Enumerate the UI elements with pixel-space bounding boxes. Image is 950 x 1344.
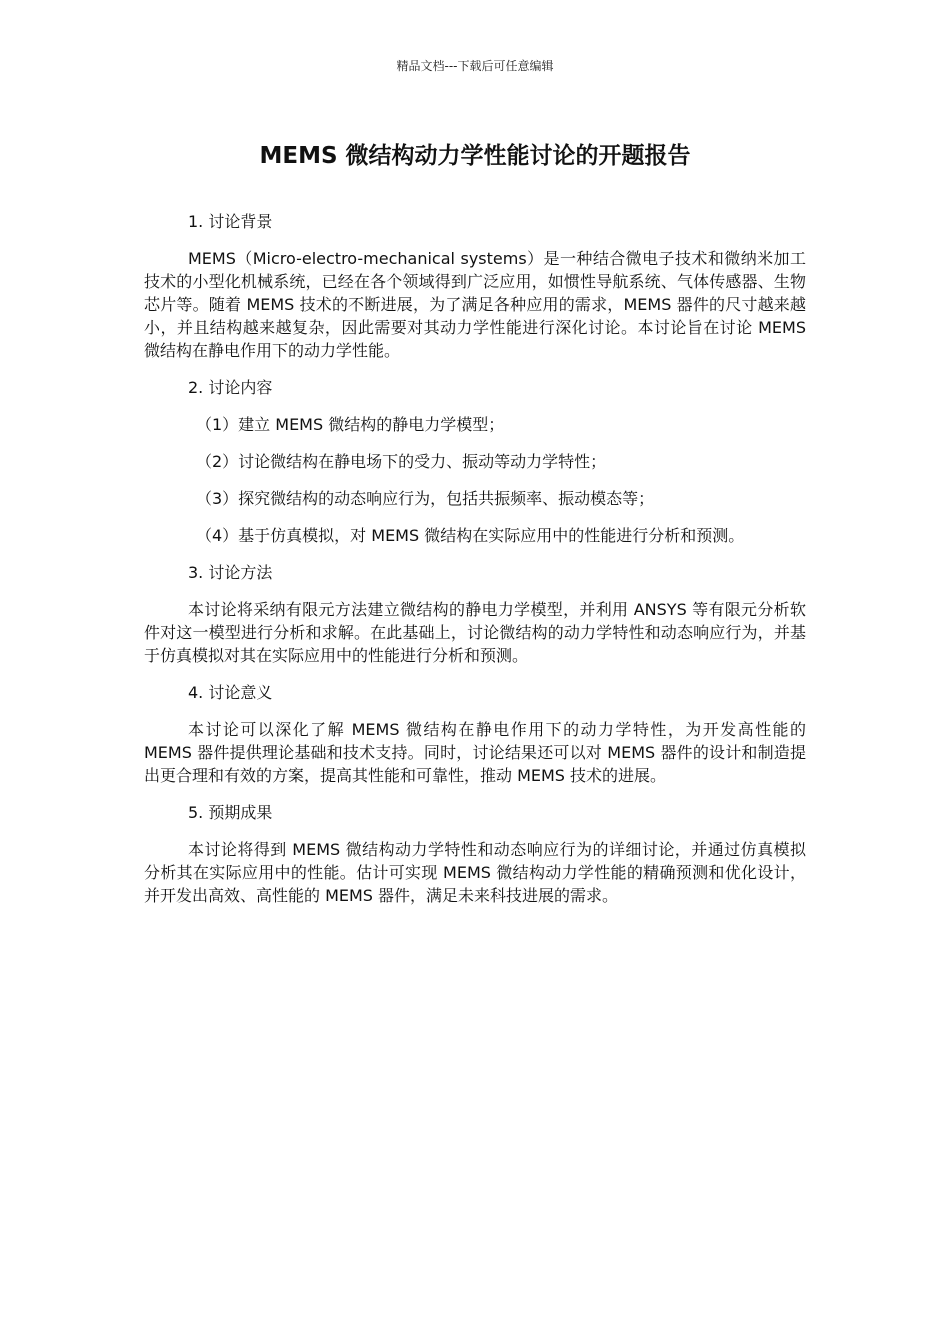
content-item-2: （2）讨论微结构在静电场下的受力、振动等动力学特性； xyxy=(196,452,607,471)
document-body xyxy=(144,210,806,921)
section-paragraph-background: MEMS（Micro-electro-mechanical systems）是一种结合微电子技术和微纳米加工技术的小型化机械系统，已经在各个领域得到广泛应用，如惯性导航系统、气体传感器、生物芯片等。随着 MEMS 技术的不断进展，为了满足各种应用的需求，MEMS 器件的尺寸越来越小，并且结构越来越复杂，因此需要对其动力学性能进行深化讨论。本讨论旨在讨论 MEMS 微结构在静电作用下的动力学性能。 xyxy=(144,249,806,360)
header-note: 精品文档---下载后可任意编辑 xyxy=(396,59,554,73)
section-heading-method: 3. 讨论方法 xyxy=(188,563,273,582)
content-item-4: （4）基于仿真模拟，对 MEMS 微结构在实际应用中的性能进行分析和预测。 xyxy=(196,526,745,545)
content-item-3: （3）探究微结构的动态响应行为，包括共振频率、振动模态等； xyxy=(196,489,655,508)
content-item-1: （1）建立 MEMS 微结构的静电力学模型； xyxy=(196,415,505,434)
section-heading-content: 2. 讨论内容 xyxy=(188,378,273,397)
section-heading-outcomes: 5. 预期成果 xyxy=(188,803,273,822)
section-heading-significance: 4. 讨论意义 xyxy=(188,683,273,702)
document-title: MEMS 微结构动力学性能讨论的开题报告 xyxy=(259,143,691,169)
section-heading-background: 1. 讨论背景 xyxy=(188,212,273,231)
section-paragraph-significance: 本讨论可以深化了解 MEMS 微结构在静电作用下的动力学特性，为开发高性能的 MEMS 器件提供理论基础和技术支持。同时，讨论结果还可以对 MEMS 器件的设计和制造提出更合理和有效的方案，提高其性能和可靠性，推动 MEMS 技术的进展。 xyxy=(144,720,806,785)
section-paragraph-outcomes: 本讨论将得到 MEMS 微结构动力学特性和动态响应行为的详细讨论，并通过仿真模拟分析其在实际应用中的性能。估计可实现 MEMS 微结构动力学性能的精确预测和优化设计，并开发出高效、高性能的 MEMS 器件，满足未来科技进展的需求。 xyxy=(144,840,806,905)
section-paragraph-method: 本讨论将采纳有限元方法建立微结构的静电力学模型，并利用 ANSYS 等有限元分析软件对这一模型进行分析和求解。在此基础上，讨论微结构的动力学特性和动态响应行为，并基于仿真模拟对其在实际应用中的性能进行分析和预测。 xyxy=(144,600,806,665)
